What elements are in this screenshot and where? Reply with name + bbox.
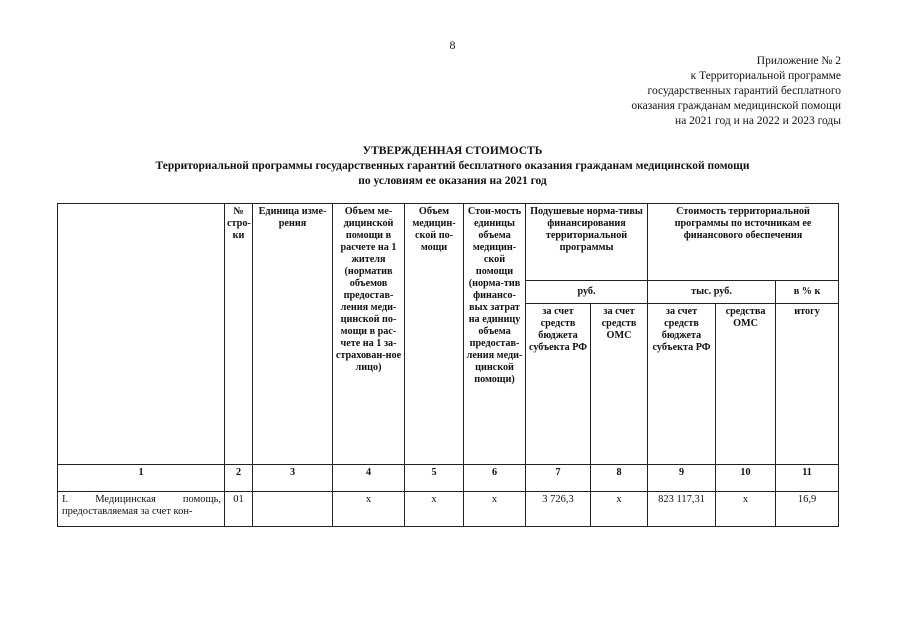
title-line-3: по условиям ее оказания на 2021 год [358, 175, 547, 187]
appendix-line: Приложение № 2 [756, 55, 841, 67]
header-oms-2: средства ОМС [716, 304, 776, 465]
column-number: 1 [58, 465, 225, 492]
row-budget-rf-1: 3 726,3 [526, 492, 591, 527]
appendix-line: оказания гражданам медицинской помощи [631, 100, 841, 112]
header-unit: Единица изме-рения [253, 204, 333, 465]
row-unit [253, 492, 333, 527]
column-number: 8 [591, 465, 648, 492]
row-number: 01 [225, 492, 253, 527]
row-oms-2: х [716, 492, 776, 527]
header-per-capita-norms: Подушевые норма-тивы финансирования территориальной программы [526, 204, 648, 281]
appendix-line: на 2021 год и на 2022 и 2023 годы [675, 115, 841, 127]
header-unit-cost: Стои-мость единицы объема медицин-ской помощи (норма-тив финансо-вых затрат на единицу объема предостав-ления меди-цинской помощи) [464, 204, 526, 465]
header-budget-rf-1: за счет средств бюджета субъекта РФ [526, 304, 591, 465]
column-number: 10 [716, 465, 776, 492]
column-number: 7 [526, 465, 591, 492]
header-thousand-rub: тыс. руб. [648, 281, 776, 304]
header-row-no: № стро-ки [225, 204, 253, 465]
cost-table [57, 203, 839, 527]
row-oms-1: х [591, 492, 648, 527]
appendix-line: государственных гарантий бесплатного [647, 85, 841, 97]
appendix-line: к Территориальной программе [690, 70, 841, 82]
header-rub: руб. [526, 281, 648, 304]
column-number: 3 [253, 465, 333, 492]
column-number-row [58, 465, 839, 492]
header-percent: в % к [776, 281, 839, 304]
row-volume-per-capita: х [333, 492, 405, 527]
header-volume-per-capita: Объем ме-дицинской помощи в расчете на 1 жителя (норматив объемов предостав-ления меди-цинской по-мощи в рас-чете на 1 за-страхован-ное лицо) [333, 204, 405, 465]
header-blank [58, 204, 225, 465]
column-number: 2 [225, 465, 253, 492]
row-budget-rf-2: 823 117,31 [648, 492, 716, 527]
header-budget-rf-2: за счет средств бюджета субъекта РФ [648, 304, 716, 465]
row-label: I. Медицинская помощь, предоставляемая за счет кон- [58, 492, 225, 527]
column-number: 9 [648, 465, 716, 492]
header-volume-care: Объем медицин-ской по-мощи [405, 204, 464, 465]
header-row-1 [58, 204, 839, 281]
row-unit-cost: х [464, 492, 526, 527]
title-line-2: Территориальной программы государственных гарантий бесплатного оказания гражданам медицинской помощи [155, 160, 750, 172]
document-title [0, 144, 905, 189]
column-number: 11 [776, 465, 839, 492]
title-line-1: УТВЕРЖДЕННАЯ СТОИМОСТЬ [362, 145, 543, 157]
appendix-header [631, 54, 841, 129]
column-number: 4 [333, 465, 405, 492]
column-number: 5 [405, 465, 464, 492]
header-oms-1: за счет средств ОМС [591, 304, 648, 465]
page-number: 8 [449, 38, 456, 52]
header-program-cost: Стоимость территориальной программы по источникам ее финансового обеспечения [648, 204, 839, 281]
header-total: итогу [776, 304, 839, 465]
row-total: 16,9 [776, 492, 839, 527]
column-number: 6 [464, 465, 526, 492]
row-volume-care: х [405, 492, 464, 527]
table-row [58, 492, 839, 527]
